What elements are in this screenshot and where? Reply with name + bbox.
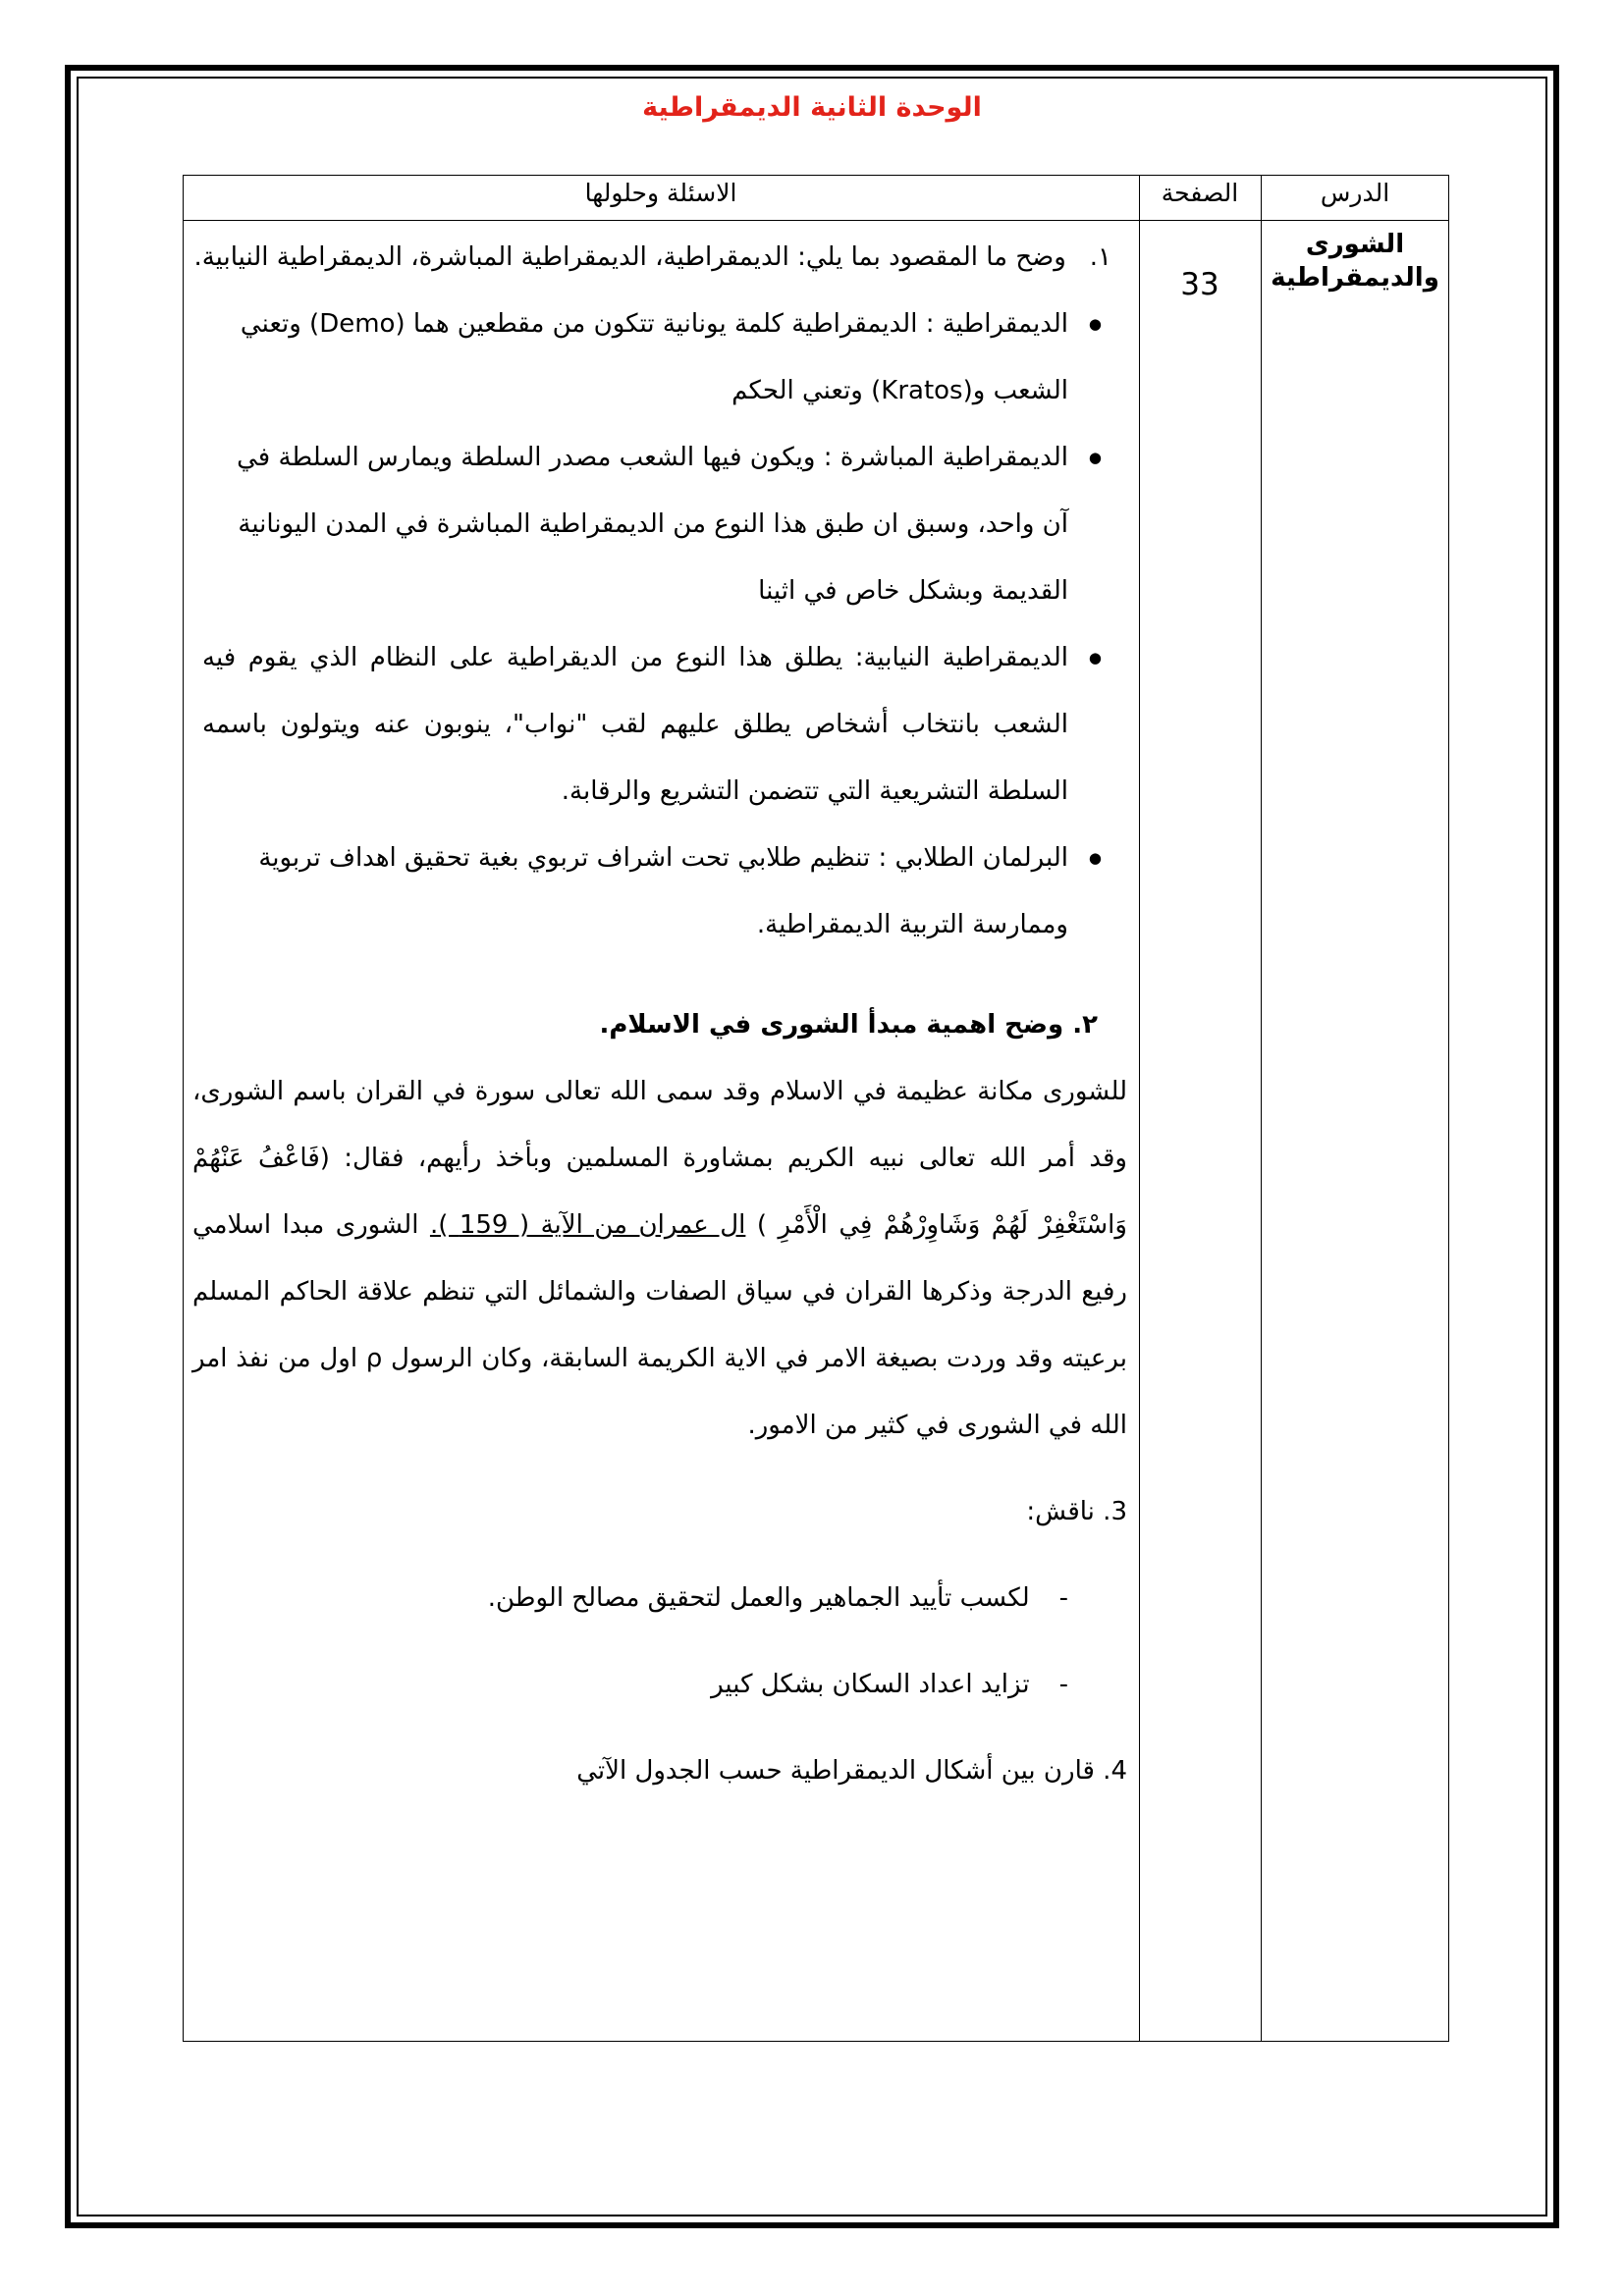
q1-line xyxy=(192,224,1127,291)
q1-bullet-1: ● الديمقراطية : الديمقراطية كلمة يونانية تتكون من مقطعين هما (Demo) وتعني الشعب و(Kratos) وتعني الحكم xyxy=(224,291,1108,424)
q3-heading: 3. ناقش: xyxy=(1026,1497,1127,1526)
header-lesson: الدرس xyxy=(1320,179,1390,207)
q3-item-text: لكسب تأييد الجماهير والعمل لتحقيق مصالح الوطن. xyxy=(487,1583,1030,1613)
q1-bullet-3: ● الديمقراطية النيابية: يطلق هذا النوع من الديقراطية على النظام الذي يقوم فيه الشعب بانتخاب أشخاص يطلق عليهم لقب "نواب"، ينوبون عنه ويتولون باسمه السلطة التشريعية التي تتضمن التشريع والرقابة. xyxy=(202,624,1108,825)
dash-marker: - xyxy=(1058,1583,1068,1613)
q3-item-text: تزايد اعداد السكان بشكل كبير xyxy=(711,1670,1030,1699)
questions-content xyxy=(192,224,1127,1804)
header-questions: الاسئلة وحلولها xyxy=(584,179,737,207)
table-header-rule xyxy=(183,220,1449,221)
q2-citation: ال عمران من الآية ( 159 ). xyxy=(429,1210,746,1240)
q1-bullet-4: ● البرلمان الطلابي : تنظيم طلابي تحت اشراف تربوي بغية تحقيق اهداف تربوية وممارسة التربية الديمقراطية. xyxy=(224,825,1108,958)
table-divider-lesson xyxy=(1261,175,1262,2042)
q3-item-2 xyxy=(192,1651,1127,1718)
lesson-name-line1: الشورى xyxy=(1305,230,1405,259)
lesson-name xyxy=(1269,228,1441,294)
q2-heading: ٢. وضح اهمية مبدأ الشورى في الاسلام. xyxy=(599,1010,1098,1040)
q3-item-1 xyxy=(192,1565,1127,1631)
spacer xyxy=(192,958,1127,991)
spacer xyxy=(192,1718,1127,1737)
q1-text: وضح ما المقصود بما يلي: الديمقراطية، الديمقراطية المباشرة، الديمقراطية النيابية. xyxy=(193,242,1066,272)
q2-answer xyxy=(192,1058,1127,1459)
q4-heading: 4. قارن بين أشكال الديمقراطية حسب الجدول الآتي xyxy=(576,1756,1127,1786)
dash-marker: - xyxy=(1058,1670,1068,1699)
unit-title: الوحدة الثانية الديمقراطية xyxy=(642,92,982,123)
q1-number: ١. xyxy=(1089,242,1111,272)
spacer xyxy=(192,1631,1127,1651)
q2-text-part1: للشورى مكانة عظيمة في الاسلام وقد سمى الله تعالى سورة في القران باسم الشورى، وقد أمر الله تعالى نبيه الكريم بمشاورة المسلمين وبأخذ رأيهم، فقال: (فَاعْفُ عَنْهُمْ وَاسْتَغْفِرْ لَهُمْ وَشَاوِرْهُمْ فِي الْأَمْرِ ) xyxy=(192,1077,1127,1240)
page-number: 33 xyxy=(1180,267,1219,302)
table-divider-page xyxy=(1139,175,1140,2042)
spacer xyxy=(192,1459,1127,1478)
header-page: الصفحة xyxy=(1161,179,1239,207)
spacer xyxy=(192,1545,1127,1565)
q2-text-part2: الشورى مبدا اسلامي رفيع الدرجة وذكرها القران في سياق الصفات والشمائل التي تنظم علاقة الحاكم المسلم برعيته وقد وردت بصيغة الامر في الاية الكريمة السابقة، وكان الرسول ρ اول من نفذ امر الله في الشورى في كثير من الامور. xyxy=(192,1210,1127,1440)
q1-bullet-2: ● الديمقراطية المباشرة : ويكون فيها الشعب مصدر السلطة ويمارس السلطة في آن واحد، وسبق ان طبق هذا النوع من الديمقراطية المباشرة في المدن اليونانية القديمة وبشكل خاص في اثينا xyxy=(224,424,1108,624)
lesson-name-line2: والديمقراطية xyxy=(1271,263,1439,293)
